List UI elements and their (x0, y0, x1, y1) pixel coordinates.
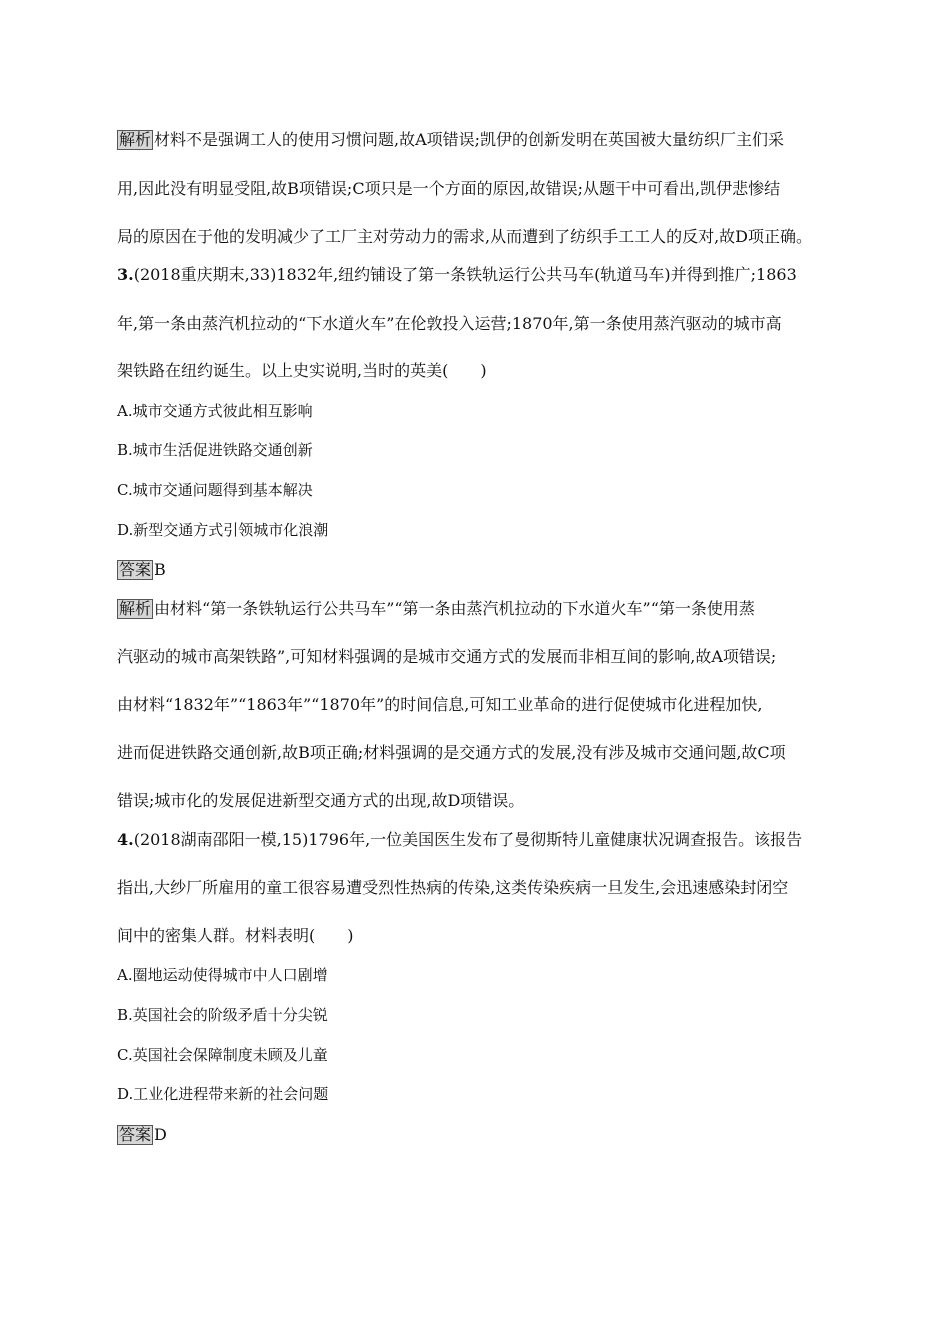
q3-analysis-line-2: 汽驱动的城市高架铁路”,可知材料强调的是城市交通方式的发展而非相互间的影响,故A项错误; (117, 647, 777, 666)
q3-answer-value: B (154, 560, 166, 579)
q3-analysis-line-3: 由材料“1832年”“1863年”“1870年”的时间信息,可知工业革命的进行促使城市化进程加快, (117, 695, 763, 714)
q3-analysis-line-4: 进而促进铁路交通创新,故B项正确;材料强调的是交通方式的发展,没有涉及城市交通问题,故C项 (117, 743, 786, 762)
q3-stem-line-3: 架铁路在纽约诞生。以上史实说明,当时的英美( ) (117, 361, 487, 380)
q4-option-a: A.圈地运动使得城市中人口剧增 (117, 966, 328, 984)
analysis-tag: 解析 (119, 599, 152, 618)
answer-tag: 答案 (119, 1125, 152, 1144)
q2-analysis-line-1 (117, 129, 784, 151)
q3-analysis-line-5: 错误;城市化的发展促进新型交通方式的出现,故D项错误。 (117, 791, 525, 810)
q4-stem-line-3: 间中的密集人群。材料表明( ) (117, 926, 354, 945)
q3-option-a: A.城市交通方式彼此相互影响 (117, 402, 313, 420)
q3-answer (117, 559, 166, 581)
q4-number: 4. (117, 830, 134, 849)
analysis-tag: 解析 (119, 130, 152, 149)
q4-option-b: B.英国社会的阶级矛盾十分尖锐 (117, 1006, 328, 1024)
q2-analysis-text-1: 材料不是强调工人的使用习惯问题,故A项错误;凯伊的创新发明在英国被大量纺织厂主们采 (154, 130, 785, 149)
q3-option-c: C.城市交通问题得到基本解决 (117, 481, 313, 499)
q4-option-d: D.工业化进程带来新的社会问题 (117, 1085, 329, 1103)
answer-tag: 答案 (119, 560, 152, 579)
q4-option-c: C.英国社会保障制度未顾及儿童 (117, 1046, 328, 1064)
q2-analysis-line-3: 局的原因在于他的发明减少了工厂主对劳动力的需求,从而遭到了纺织手工工人的反对,故D项正确。 (117, 227, 813, 246)
q4-stem-line-2: 指出,大纱厂所雇用的童工很容易遭受烈性热病的传染,这类传染疾病一旦发生,会迅速感染封闭空 (117, 878, 789, 897)
q2-analysis-line-2: 用,因此没有明显受阻,故B项错误;C项只是一个方面的原因,故错误;从题干中可看出,凯伊悲惨结 (117, 179, 781, 198)
q3-analysis-text-1: 由材料“第一条铁轨运行公共马车”“第一条由蒸汽机拉动的下水道火车”“第一条使用蒸 (154, 599, 755, 618)
q3-option-d: D.新型交通方式引领城市化浪潮 (117, 521, 329, 539)
q3-analysis-line-1 (117, 598, 755, 620)
q3-stem-line-1 (117, 264, 797, 286)
q3-option-b: B.城市生活促进铁路交通创新 (117, 441, 313, 459)
q4-answer-value: D (154, 1125, 167, 1144)
q3-number: 3. (117, 265, 134, 284)
q4-stem-text-1: (2018湖南邵阳一模,15)1796年,一位美国医生发布了曼彻斯特儿童健康状况调查报告。该报告 (133, 830, 803, 849)
q3-stem-line-2: 年,第一条由蒸汽机拉动的“下水道火车”在伦敦投入运营;1870年,第一条使用蒸汽驱动的城市高 (117, 314, 782, 333)
q4-answer (117, 1124, 167, 1146)
q4-stem-line-1 (117, 829, 802, 851)
q3-stem-text-1: (2018重庆期末,33)1832年,纽约铺设了第一条铁轨运行公共马车(轨道马车)并得到推广;1863 (133, 265, 797, 284)
